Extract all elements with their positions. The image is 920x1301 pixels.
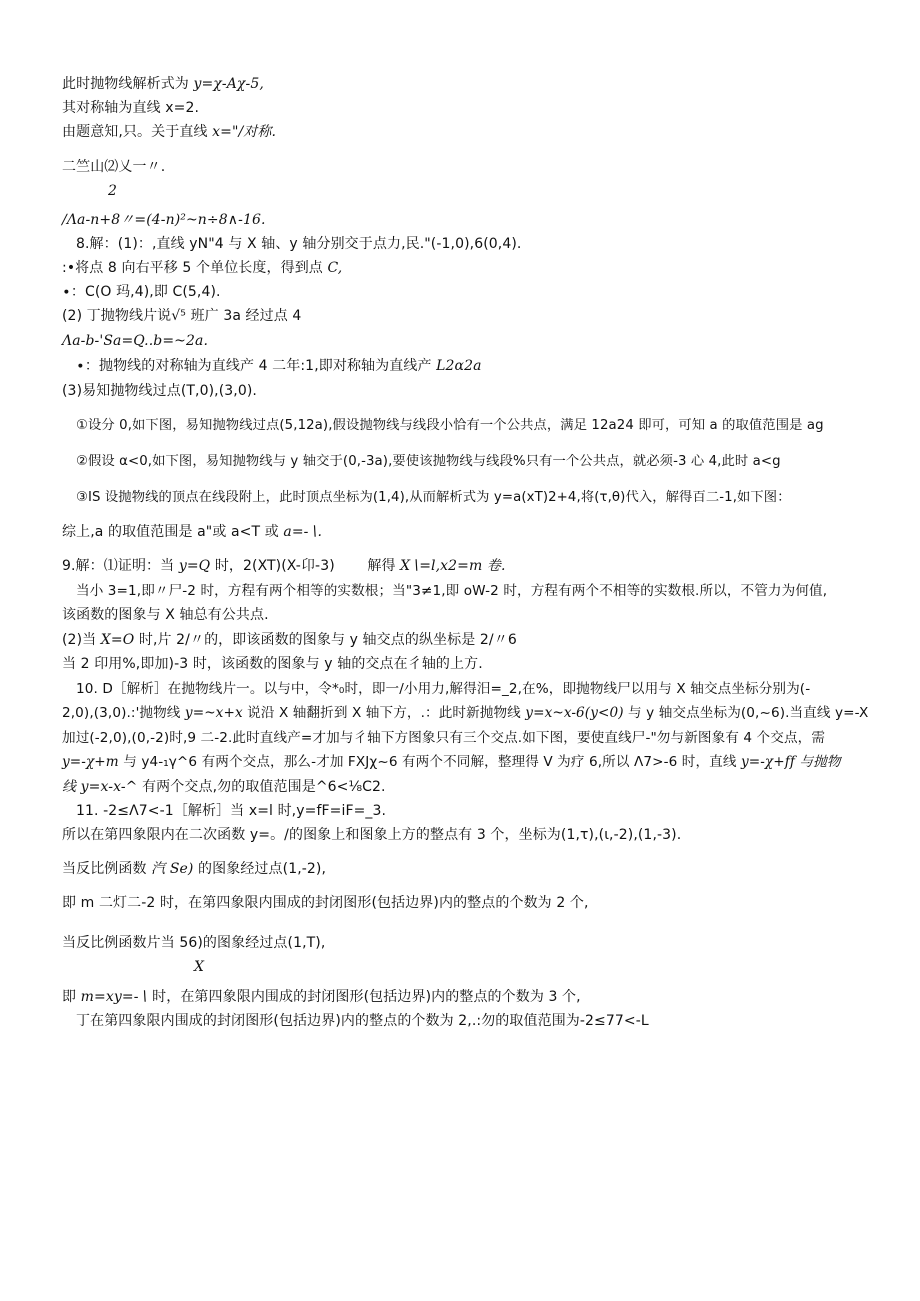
line-3: 由题意知,只。关于直线 x="/对称. bbox=[62, 124, 277, 140]
line-7: 8.解：(1)：,直线 yN"4 与 X 轴、y 轴分别交于点力,民."(-1,0),6(0,4). bbox=[76, 236, 522, 252]
line-28: 11. -2≤Λ7<-1［解析］当 x=l 时,y=fF=iF=_3. bbox=[76, 803, 387, 819]
line-24: 2,0),(3,0).:'抛物线 y=~x+x 说沿 X 轴翻折到 X 轴下方，.：此时新抛物线 y=x~x-6(y<0) 与 y 轴交点坐标为(0,~6).当直线 y=-X bbox=[62, 705, 869, 721]
line-14: ①设分 0,如下图，易知抛物线过点(5,12a),假设抛物线与线段小恰有一个公共点，满足 12a24 即可，可知 a 的取值范围是 ag bbox=[76, 418, 824, 433]
line-31: 即 m 二灯二-2 时，在第四象限内围成的封闭图形(包括边界)内的整点的个数为 2 个, bbox=[62, 895, 589, 911]
line-18: 9.解：⑴证明：当 y=Q 时，2(XT)(X-卬-3) 解得 X∖=l,x2=m 卷. bbox=[62, 558, 506, 574]
line-17: 综上,a 的取值范围是 a"或 a<T 或 a=-∖. bbox=[62, 524, 323, 540]
line-4: 二竺山⑵乂一〃. bbox=[62, 159, 166, 175]
line-13: (3)易知抛物线过点(T,0),(3,0). bbox=[62, 383, 257, 399]
line-20: 该函数的图象与 X 轴总有公共点. bbox=[62, 607, 269, 623]
line-25: 加过(-2,0),(0,-2)时,9 二-2.此时直线产=才加与彳轴下方图象只有三个交点.如下图，要使直线尸-"勿与新图象有 4 个交点，需 bbox=[62, 730, 826, 746]
line-23: 10. D［解析］在抛物线片一。以与中，令*₀时，即一/小用力,解得汨=_2,在%，即抛物线尸以用与 X 轴交点坐标分别为(- bbox=[76, 681, 811, 697]
line-11: Λa-b-'Sa=Q..b=~2a. bbox=[62, 333, 209, 349]
line-27: 线 y=x-x-^ 有两个交点,勿的取值范围是^6<⅛C2. bbox=[62, 779, 386, 795]
line-26: y=-χ+m 与 y4-₁γ^6 有两个交点，那么-才加 FXJχ~6 有两个不同解，整理得 V 为疗 6,所以 Λ7>-6 时，直线 y=-χ+ff 与抛物 bbox=[62, 754, 841, 770]
line-30: 当反比例函数 汽 Se) 的图象经过点(1,-2), bbox=[62, 861, 327, 877]
line-35: 丁在第四象限内围成的封闭图形(包括边界)内的整点的个数为 2,.:勿的取值范围为-2≤77<-L bbox=[76, 1013, 649, 1029]
line-21: (2)当 X=O 时,片 2/〃的，即该函数的图象与 y 轴交点的纵坐标是 2/〃6 bbox=[62, 632, 517, 648]
line-16: ③IS 设抛物线的顶点在线段附上，此时顶点坐标为(1,4),从而解析式为 y=a(xT)2+4,将(τ,θ)代入，解得百二-1,如下图： bbox=[76, 490, 791, 505]
line-1: 此时抛物线解析式为 y=χ-Aχ-5, bbox=[62, 76, 264, 92]
line-33-fraction-denominator: X bbox=[194, 959, 205, 975]
line-29: 所以在第四象限内在二次函数 y=。/的图象上和图象上方的整点有 3 个，坐标为(1,τ),(ι,-2),(1,-3). bbox=[62, 827, 682, 843]
line-22: 当 2 印用%,即加)-3 时，该函数的图象与 y 轴的交点在彳轴的上方. bbox=[62, 656, 483, 672]
line-34: 即 m=xy=-∖ 时，在第四象限内围成的封闭图形(包括边界)内的整点的个数为 3 个, bbox=[62, 989, 581, 1005]
line-9: ∙：C(O 玛,4),即 C(5,4). bbox=[62, 284, 221, 300]
line-19: 当小 3=1,即〃尸-2 时，方程有两个相等的实数根；当"3≠1,即 oW-2 时，方程有两个不相等的实数根.所以，不管力为何值, bbox=[76, 583, 828, 599]
line-32: 当反比例函数片当 56)的图象经过点(1,T), bbox=[62, 935, 326, 951]
line-10: (2) 丁抛物线片说√⁵ 班广 3a 经过点 4 bbox=[62, 308, 302, 324]
line-8: :•将点 8 向右平移 5 个单位长度，得到点 C, bbox=[62, 260, 343, 276]
line-6: ∕Λa-n+8〃=(4-n)²~n÷8∧-16. bbox=[62, 212, 266, 228]
line-15: ②假设 α<0,如下图，易知抛物线与 y 轴交于(0,-3a),要使该抛物线与线段%只有一个公共点，就必须-3 心 4,此时 a<g bbox=[76, 454, 781, 469]
line-5-fraction-denominator: 2 bbox=[108, 183, 118, 199]
line-2: 其对称轴为直线 x=2. bbox=[62, 100, 200, 116]
line-12: ∙：抛物线的对称轴为直线产 4 二年:1,即对称轴为直线产 L2α2a bbox=[76, 358, 482, 374]
